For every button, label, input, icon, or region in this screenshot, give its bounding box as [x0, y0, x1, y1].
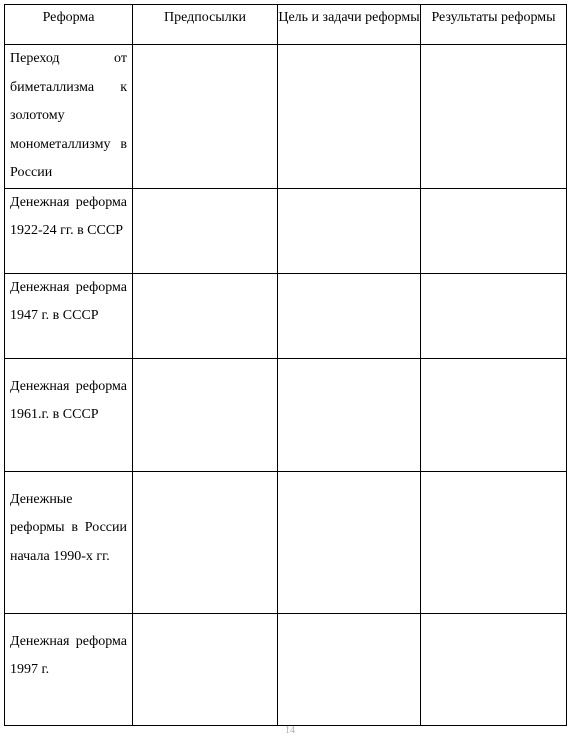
reform-cell — [5, 471, 133, 613]
preconditions-cell — [133, 273, 278, 358]
reform-name: Переход от биметаллизма к золотому монометаллизму в России — [10, 51, 127, 180]
header-label: Результаты реформы — [431, 10, 556, 25]
reform-cell — [5, 358, 133, 471]
header-label: Реформа — [42, 10, 95, 25]
goals-cell — [278, 471, 421, 613]
results-cell — [421, 613, 567, 725]
preconditions-cell — [133, 188, 278, 273]
table-row — [5, 613, 567, 725]
results-cell — [421, 358, 567, 471]
reform-cell — [5, 273, 133, 358]
goals-cell — [278, 273, 421, 358]
header-cell-reform — [5, 5, 133, 45]
reform-name: Денежная реформа 1961.г. в СССР — [10, 378, 127, 422]
reform-name: Денежная реформа 1922-24 гг. в СССР — [10, 194, 127, 238]
preconditions-cell — [133, 471, 278, 613]
results-cell — [421, 45, 567, 189]
results-cell — [421, 471, 567, 613]
reform-name: Денежная реформа 1997 г. — [10, 633, 127, 677]
table-row — [5, 471, 567, 613]
header-cell-preconditions — [133, 5, 278, 45]
header-label: Предпосылки — [163, 10, 246, 25]
reform-cell — [5, 613, 133, 725]
header-cell-goals — [278, 5, 421, 45]
page-number: 14 — [285, 725, 295, 736]
table-row — [5, 188, 567, 273]
goals-cell — [278, 613, 421, 725]
results-cell — [421, 273, 567, 358]
goals-cell — [278, 358, 421, 471]
preconditions-cell — [133, 358, 278, 471]
reform-cell — [5, 188, 133, 273]
preconditions-cell — [133, 613, 278, 725]
reform-table — [4, 4, 567, 726]
results-cell — [421, 188, 567, 273]
table-row — [5, 273, 567, 358]
header-label: Цель и задачи реформы — [278, 10, 420, 25]
reform-name: Денежные реформы в России начала 1990-х гг. — [10, 491, 127, 564]
header-cell-results — [421, 5, 567, 45]
table-row — [5, 45, 567, 189]
reform-name: Денежная реформа 1947 г. в СССР — [10, 279, 127, 323]
goals-cell — [278, 188, 421, 273]
table-row — [5, 358, 567, 471]
preconditions-cell — [133, 45, 278, 189]
goals-cell — [278, 45, 421, 189]
reform-cell — [5, 45, 133, 189]
header-row — [5, 5, 567, 45]
